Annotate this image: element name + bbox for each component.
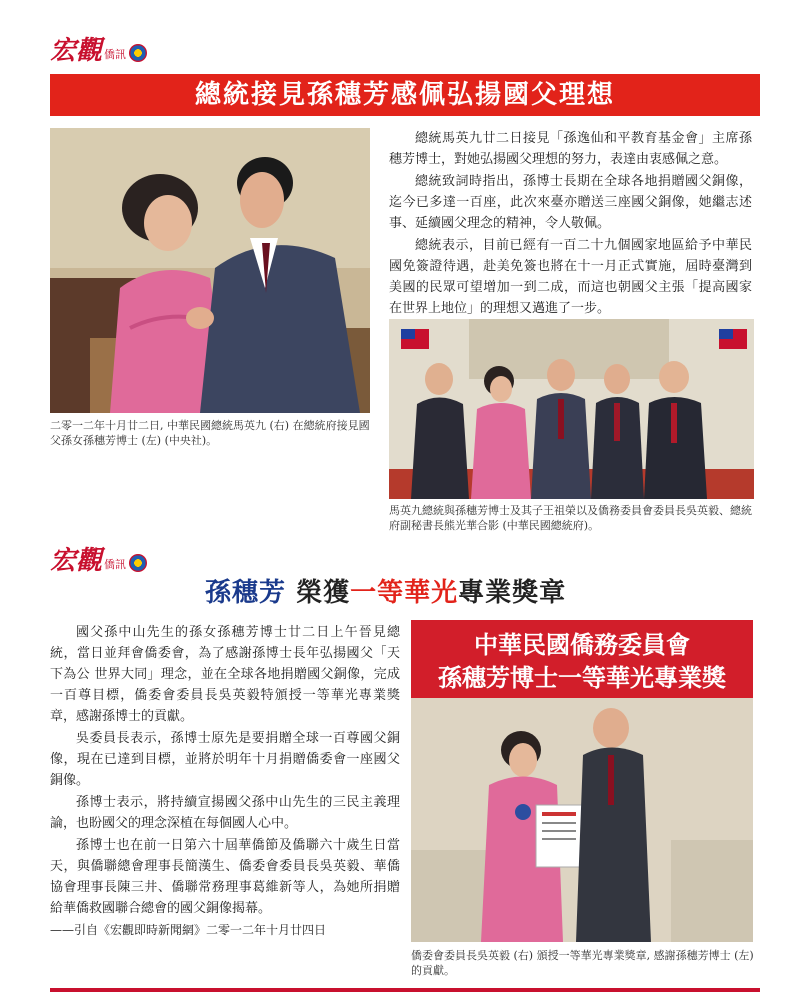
title-mid: 榮獲 [286,578,351,608]
section2-title [205,572,566,609]
photo-president-greeting [50,128,370,413]
photo2-caption: 馬英九總統與孫穗芳博士及其子王祖榮以及僑務委員會委員長吳英毅、總統府副秘書長熊光華合影 (中華民國總統府)。 [389,504,752,532]
logo-small-text: 僑訊 [104,48,127,61]
article1-paragraph-3: 總統表示，目前已經有一百二十九個國家地區給予中華民國免簽證待遇，赴美免簽也將在十一月正式實施，屆時臺灣到美國的民眾可望增加一到二成，而這也朝國父主張「提高國家在世界上地位」的理想又邁進了一步。 [389,238,752,316]
logo-calligraphy: 宏觀 [50,36,103,66]
photo-group [389,319,754,499]
section1-banner-title: 總統接見孫穗芳感佩弘揚國父理想 [50,74,760,116]
bottom-divider [50,988,760,992]
article1-paragraph-2: 總統致詞時指出，孫博士長期在全球各地捐贈國父銅像，迄今已多達一百座，此次來臺亦贈送三座國父銅像，她繼志述事、延續國父理念的精神，令人敬佩。 [389,174,752,231]
photo3-banner-line1: 中華民國僑務委員會 [474,630,690,659]
article2-paragraph-4: 孫博士也在前一日第六十屆華僑節及僑聯六十歲生日當天，與僑聯總會理事長簡漢生、僑委會委員長吳英毅、華僑協會理事長陳三井、僑聯常務理事葛維新等人，為她所捐贈給華僑救國聯合總會的國父銅像揭幕。 [50,838,400,916]
article1-paragraph-1: 總統馬英九廿二日接見「孫逸仙和平教育基金會」主席孫穗芳博士，對她弘揚國父理想的努力，表達由衷感佩之意。 [389,131,752,167]
section1-logo [50,38,147,64]
photo3-caption: 僑委會委員長吳英毅 (右) 頒授一等華光專業獎章, 感謝孫穗芳博士 (左) 的貢獻。 [411,949,754,977]
article2-body [50,622,400,940]
photo1-caption: 二零一二年十月廿二日, 中華民國總統馬英九 (右) 在總統府接見國父孫女孫穗芳博士 (左) (中央社)。 [50,419,370,447]
article2-paragraph-2: 吳委員長表示，孫博士原先是要捐贈全球一百尊國父銅像，現在已達到目標，並將於明年十月捐贈僑委會一座國父銅像。 [50,731,400,788]
emblem-icon [129,44,147,62]
article1-body [389,128,752,340]
article2-source: ——引自《宏觀即時新聞網》二零一二年十月廿四日 [50,923,327,937]
photo3-banner-line2: 孫穗芳博士一等華光專業獎 [438,663,726,692]
logo-small-text: 僑訊 [104,558,127,571]
article2-paragraph-3: 孫博士表示，將持續宣揚國父孫中山先生的三民主義理論，也盼國父的理念深植在每個國人心中。 [50,795,400,831]
article2-paragraph-1: 國父孫中山先生的孫女孫穗芳博士廿二日上午晉見總統，當日並拜會僑委會，為了感謝孫博士長年弘揚國父「天下為公 世界大同」理念，並在全球各地捐贈國父銅像，完成一百尊目標，僑委會委員長吳英毅特頒授一等華光專業獎章，感謝孫博士的貢獻。 [50,625,400,724]
logo-calligraphy: 宏觀 [50,546,103,576]
emblem-icon [129,554,147,572]
title-end: 專業獎章 [458,578,567,608]
title-red: 一等華光 [350,578,459,608]
section2-logo [50,548,147,574]
photo-medal-ceremony [411,620,753,942]
title-name: 孫穗芳 [205,578,287,608]
